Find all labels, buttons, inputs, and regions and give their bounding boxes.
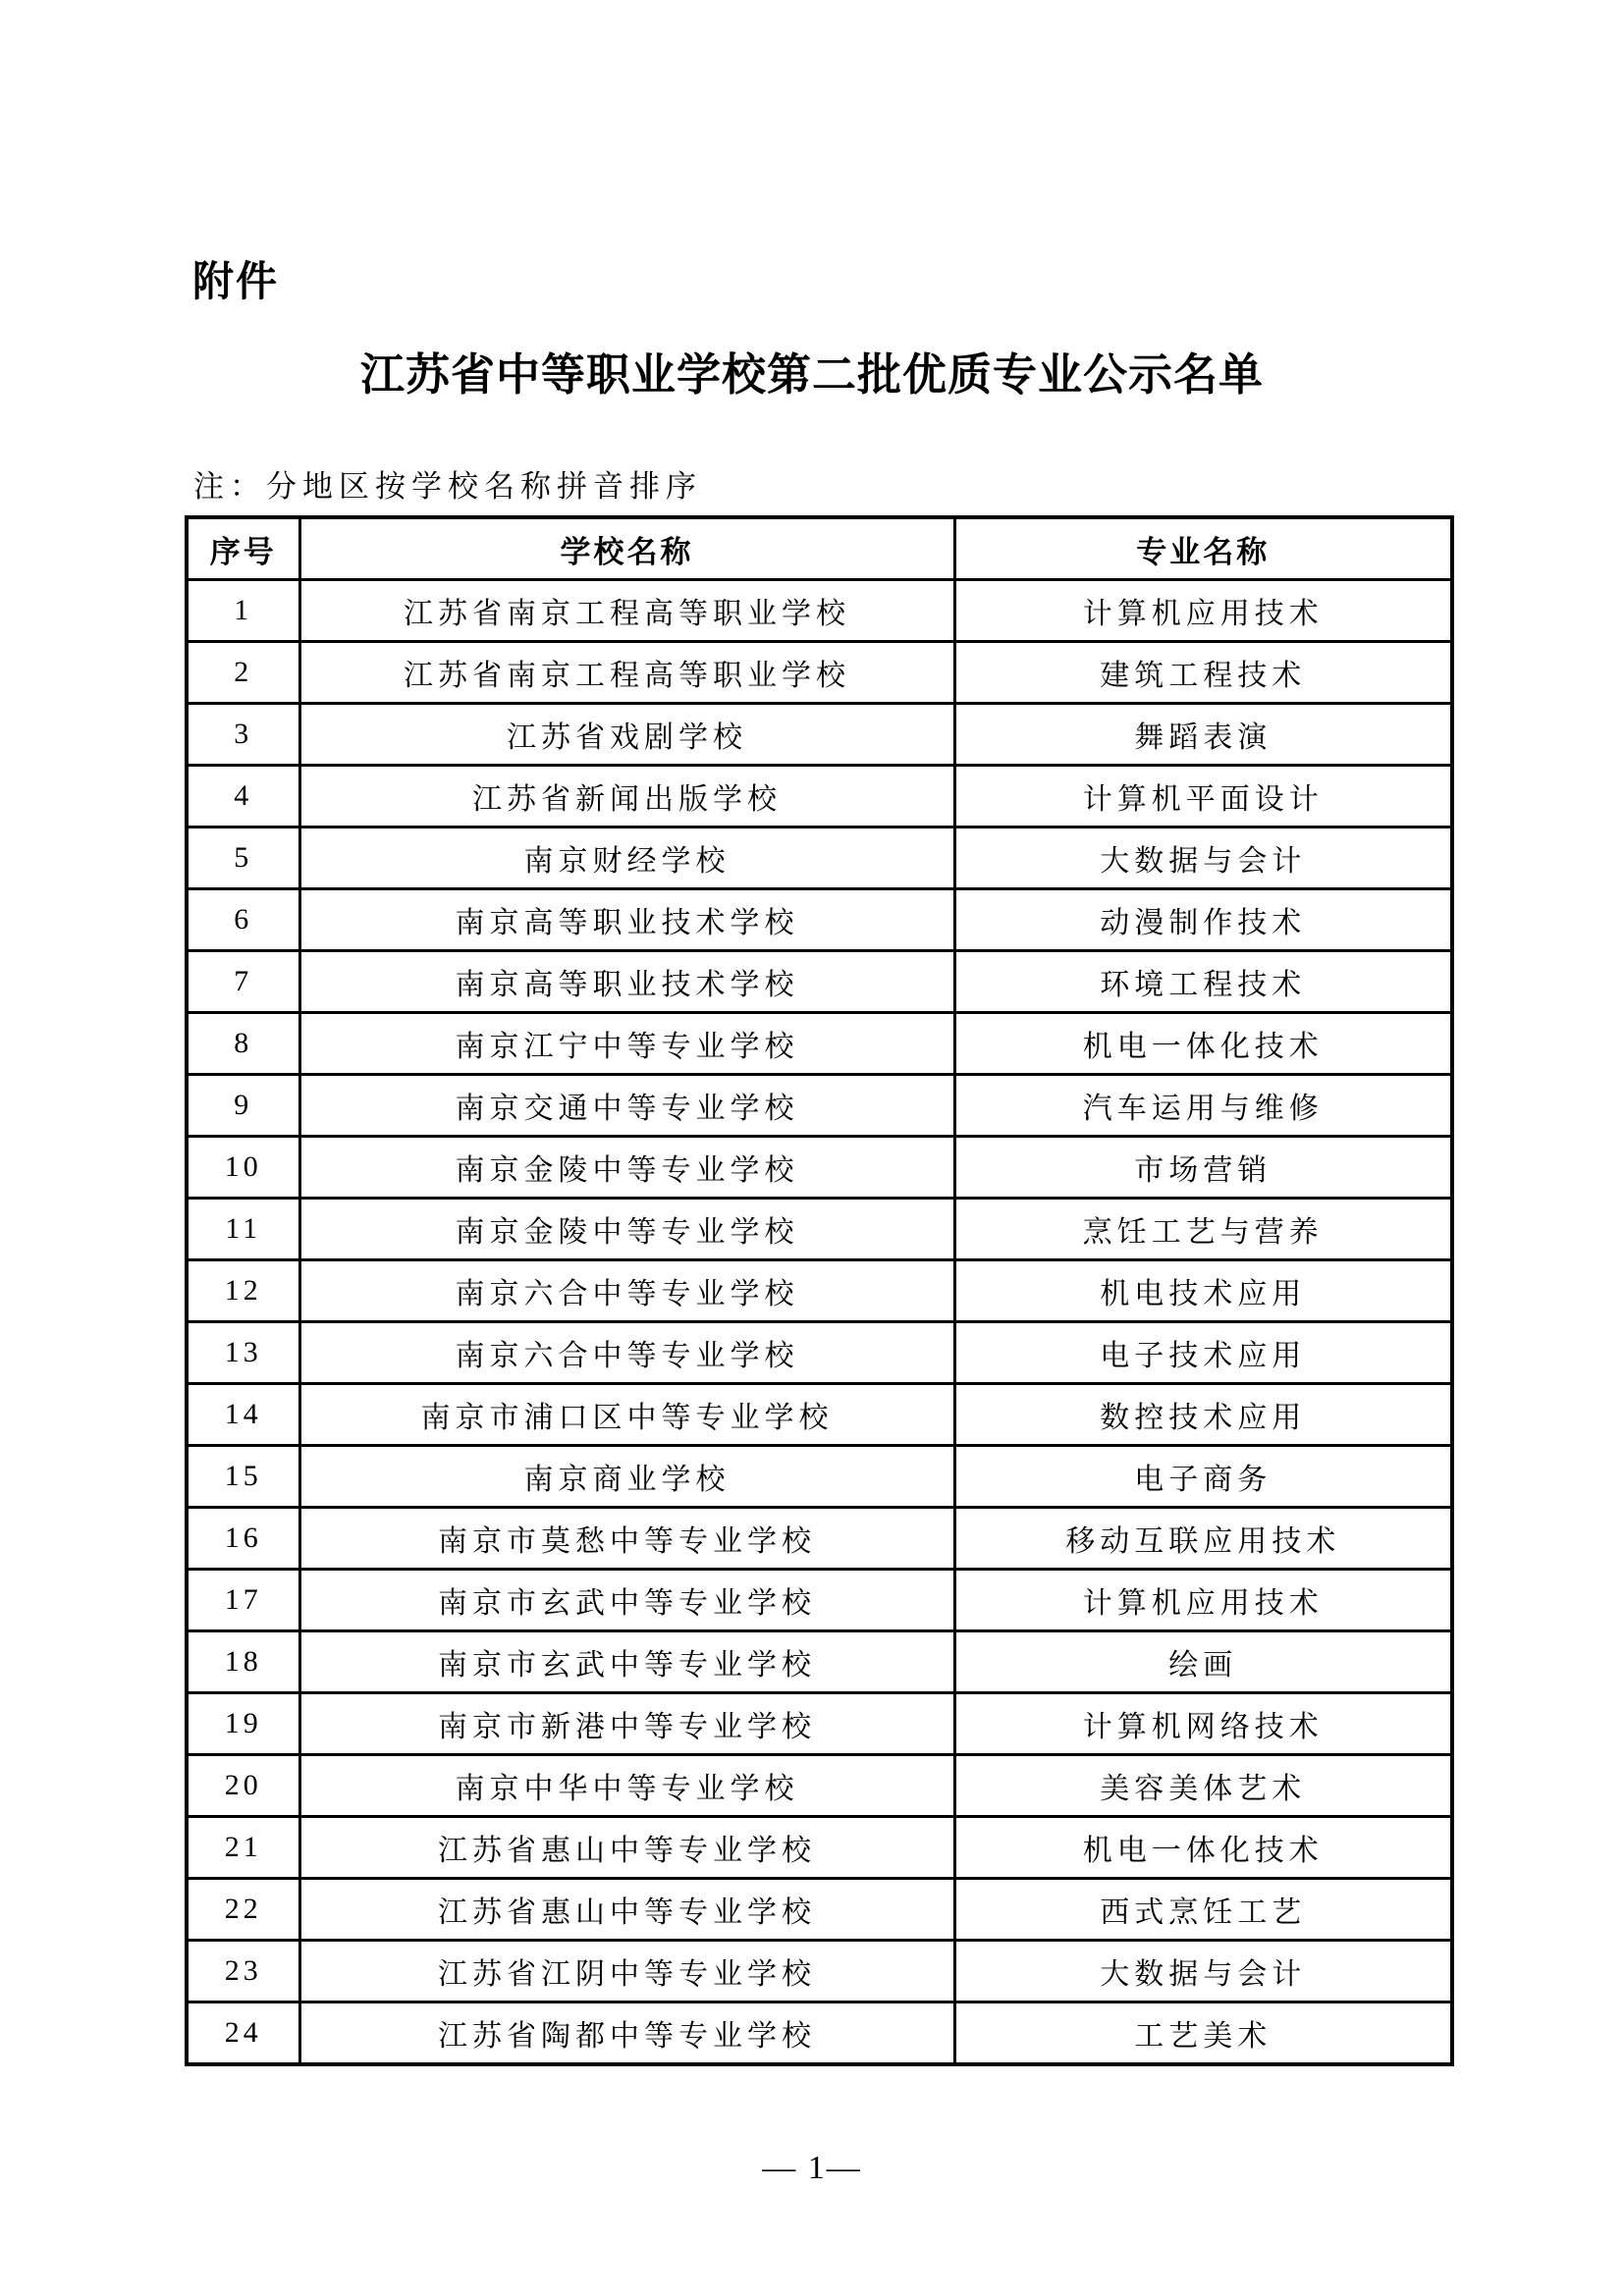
row-index-cell: 8 — [187, 1013, 299, 1075]
major-name-cell: 西式烹饪工艺 — [954, 1879, 1452, 1941]
table-row — [187, 889, 1452, 951]
major-name-cell: 计算机平面设计 — [954, 766, 1452, 828]
table-row — [187, 704, 1452, 766]
table-row — [187, 1260, 1452, 1322]
table-row — [187, 2002, 1452, 2065]
table-row — [187, 828, 1452, 889]
major-name-cell: 计算机应用技术 — [954, 580, 1452, 642]
major-name-cell: 数控技术应用 — [954, 1384, 1452, 1446]
school-name-cell: 江苏省惠山中等专业学校 — [299, 1879, 954, 1941]
table-row — [187, 951, 1452, 1013]
table-row — [187, 766, 1452, 828]
major-name-cell: 移动互联应用技术 — [954, 1508, 1452, 1570]
school-name-cell: 江苏省江阴中等专业学校 — [299, 1941, 954, 2002]
table-row — [187, 1755, 1452, 1817]
major-name-cell: 机电一体化技术 — [954, 1013, 1452, 1075]
major-name-cell: 电子商务 — [954, 1446, 1452, 1508]
row-index-cell: 5 — [187, 828, 299, 889]
school-name-cell: 南京市玄武中等专业学校 — [299, 1631, 954, 1693]
school-name-cell: 江苏省南京工程高等职业学校 — [299, 580, 954, 642]
major-name-cell: 烹饪工艺与营养 — [954, 1199, 1452, 1260]
header-school-name: 学校名称 — [299, 517, 954, 580]
major-name-cell: 建筑工程技术 — [954, 642, 1452, 704]
row-index-cell: 13 — [187, 1322, 299, 1384]
school-name-cell: 南京商业学校 — [299, 1446, 954, 1508]
row-index-cell: 24 — [187, 2002, 299, 2065]
row-index-cell: 2 — [187, 642, 299, 704]
row-index-cell: 22 — [187, 1879, 299, 1941]
row-index-cell: 7 — [187, 951, 299, 1013]
school-name-cell: 南京市新港中等专业学校 — [299, 1693, 954, 1755]
table-row — [187, 1446, 1452, 1508]
school-name-cell: 南京六合中等专业学校 — [299, 1260, 954, 1322]
table-row — [187, 1693, 1452, 1755]
major-name-cell: 美容美体艺术 — [954, 1755, 1452, 1817]
row-index-cell: 14 — [187, 1384, 299, 1446]
row-index-cell: 19 — [187, 1693, 299, 1755]
row-index-cell: 15 — [187, 1446, 299, 1508]
schools-table — [185, 515, 1454, 2066]
school-name-cell: 江苏省南京工程高等职业学校 — [299, 642, 954, 704]
header-index: 序号 — [187, 517, 299, 580]
table-header-row — [187, 517, 1452, 580]
school-name-cell: 南京市浦口区中等专业学校 — [299, 1384, 954, 1446]
major-name-cell: 机电一体化技术 — [954, 1817, 1452, 1879]
row-index-cell: 17 — [187, 1570, 299, 1631]
major-name-cell: 动漫制作技术 — [954, 889, 1452, 951]
row-index-cell: 21 — [187, 1817, 299, 1879]
table-row — [187, 1570, 1452, 1631]
major-name-cell: 市场营销 — [954, 1137, 1452, 1199]
row-index-cell: 9 — [187, 1075, 299, 1137]
row-index-cell: 16 — [187, 1508, 299, 1570]
row-index-cell: 11 — [187, 1199, 299, 1260]
school-name-cell: 江苏省戏剧学校 — [299, 704, 954, 766]
header-major-name: 专业名称 — [954, 517, 1452, 580]
table-row — [187, 642, 1452, 704]
row-index-cell: 18 — [187, 1631, 299, 1693]
page-number: — 1— — [762, 2150, 862, 2186]
major-name-cell: 工艺美术 — [954, 2002, 1452, 2065]
row-index-cell: 3 — [187, 704, 299, 766]
table-row — [187, 1508, 1452, 1570]
major-name-cell: 大数据与会计 — [954, 1941, 1452, 2002]
table-row — [187, 1075, 1452, 1137]
table-row — [187, 1879, 1452, 1941]
row-index-cell: 10 — [187, 1137, 299, 1199]
document-title: 江苏省中等职业学校第二批优质专业公示名单 — [359, 350, 1264, 400]
major-name-cell: 汽车运用与维修 — [954, 1075, 1452, 1137]
school-name-cell: 南京六合中等专业学校 — [299, 1322, 954, 1384]
school-name-cell: 南京交通中等专业学校 — [299, 1075, 954, 1137]
row-index-cell: 12 — [187, 1260, 299, 1322]
school-name-cell: 南京财经学校 — [299, 828, 954, 889]
school-name-cell: 南京金陵中等专业学校 — [299, 1137, 954, 1199]
major-name-cell: 电子技术应用 — [954, 1322, 1452, 1384]
attachment-label: 附件 — [192, 258, 280, 304]
school-name-cell: 南京市玄武中等专业学校 — [299, 1570, 954, 1631]
row-index-cell: 23 — [187, 1941, 299, 2002]
table-row — [187, 580, 1452, 642]
table-row — [187, 1013, 1452, 1075]
school-name-cell: 江苏省惠山中等专业学校 — [299, 1817, 954, 1879]
table-row — [187, 1941, 1452, 2002]
major-name-cell: 舞蹈表演 — [954, 704, 1452, 766]
school-name-cell: 江苏省新闻出版学校 — [299, 766, 954, 828]
school-name-cell: 南京金陵中等专业学校 — [299, 1199, 954, 1260]
table-row — [187, 1137, 1452, 1199]
sort-note: 注：分地区按学校名称拼音排序 — [193, 469, 702, 504]
row-index-cell: 4 — [187, 766, 299, 828]
school-name-cell: 南京市莫愁中等专业学校 — [299, 1508, 954, 1570]
major-name-cell: 计算机网络技术 — [954, 1693, 1452, 1755]
school-name-cell: 南京江宁中等专业学校 — [299, 1013, 954, 1075]
major-name-cell: 绘画 — [954, 1631, 1452, 1693]
school-name-cell: 江苏省陶都中等专业学校 — [299, 2002, 954, 2065]
major-name-cell: 计算机应用技术 — [954, 1570, 1452, 1631]
table-row — [187, 1817, 1452, 1879]
row-index-cell: 20 — [187, 1755, 299, 1817]
table-row — [187, 1384, 1452, 1446]
major-name-cell: 环境工程技术 — [954, 951, 1452, 1013]
table-row — [187, 1199, 1452, 1260]
row-index-cell: 1 — [187, 580, 299, 642]
school-name-cell: 南京高等职业技术学校 — [299, 889, 954, 951]
major-name-cell: 大数据与会计 — [954, 828, 1452, 889]
major-name-cell: 机电技术应用 — [954, 1260, 1452, 1322]
table-row — [187, 1322, 1452, 1384]
table-row — [187, 1631, 1452, 1693]
row-index-cell: 6 — [187, 889, 299, 951]
school-name-cell: 南京高等职业技术学校 — [299, 951, 954, 1013]
school-name-cell: 南京中华中等专业学校 — [299, 1755, 954, 1817]
